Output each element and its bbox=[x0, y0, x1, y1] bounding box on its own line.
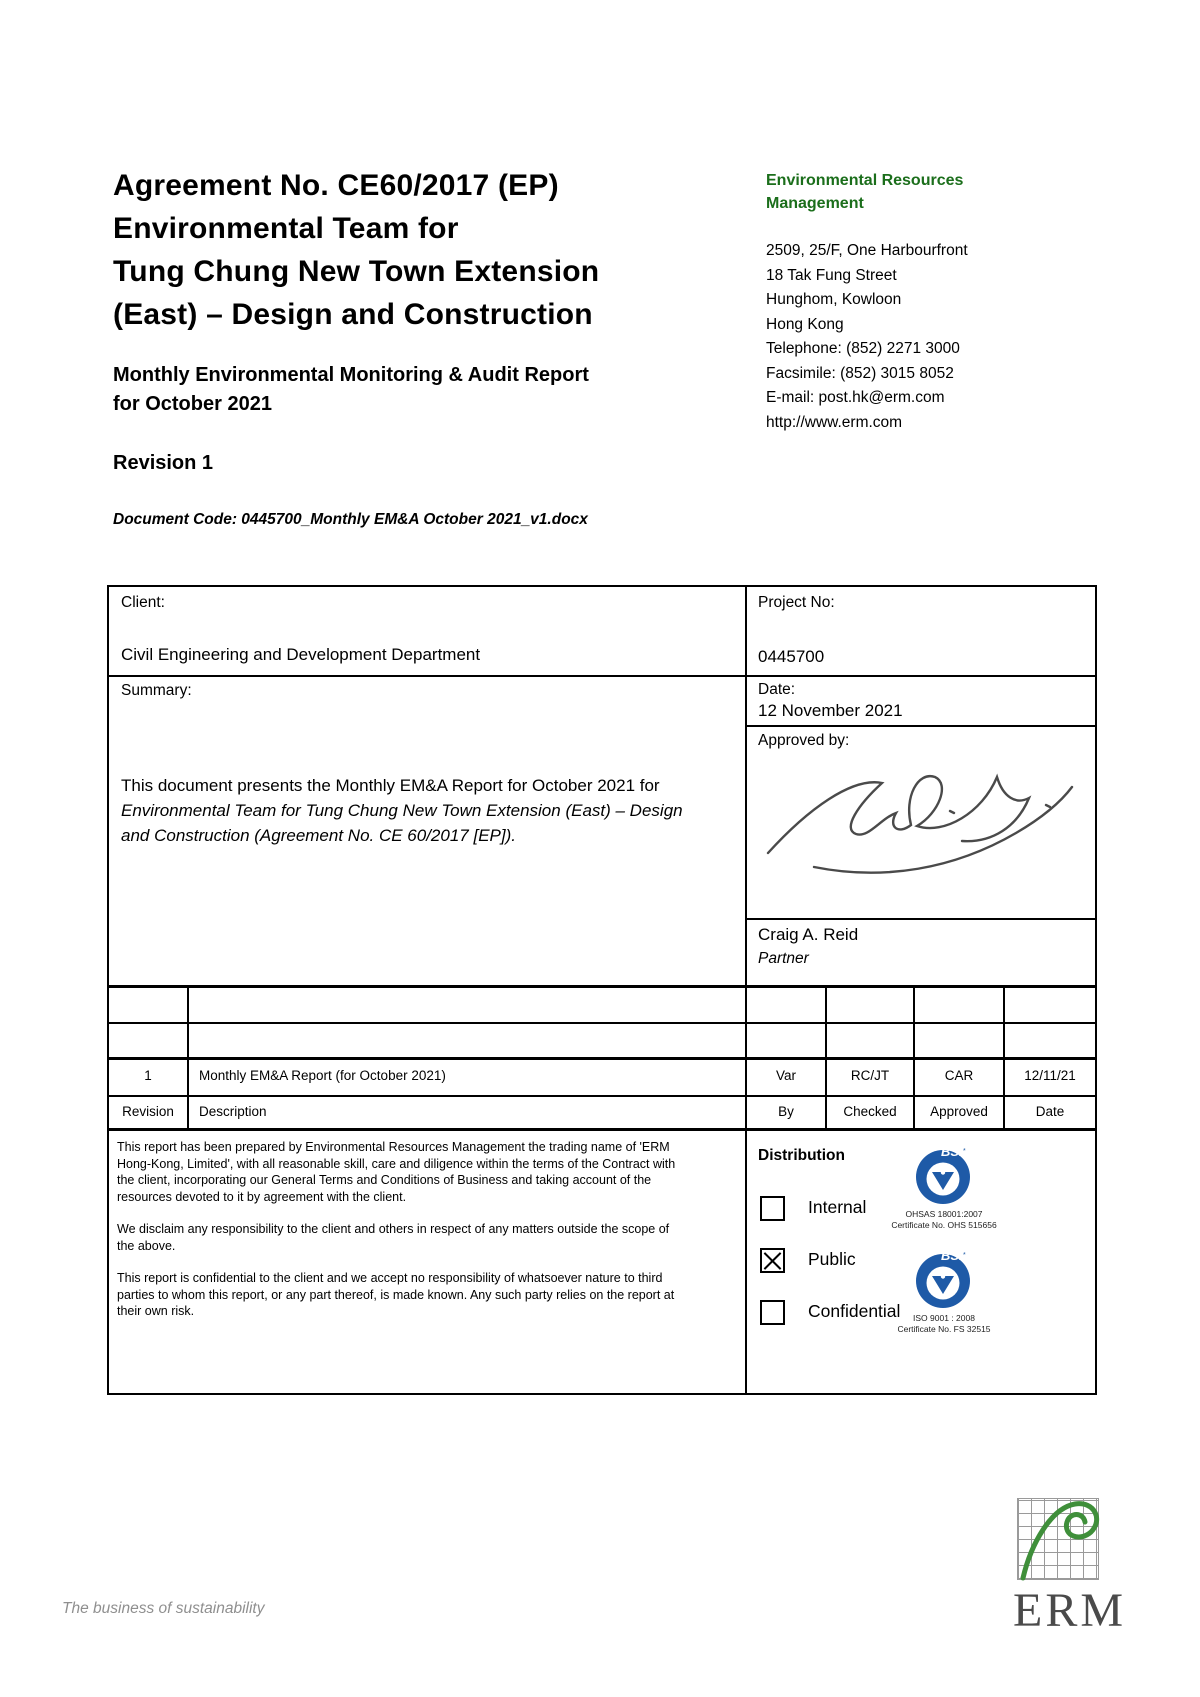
by-header: By bbox=[778, 1104, 794, 1119]
tagline: The business of sustainability bbox=[62, 1600, 265, 1617]
bsi-caption-2 bbox=[879, 1313, 1009, 1334]
project-no-value: 0445700 bbox=[758, 647, 825, 666]
company-name-line-2: Management bbox=[766, 195, 864, 212]
disclaimer-paragraph-1: This report has been prepared by Environmental Resources Management the trading name of 'ERM Hong-Kong, Limited', with all reasonable skill, care and diligence within the terms of the Contract with the client, incorporating our General Terms and Conditions of Business and taking account of the resources devoted to it by agreement with the client. bbox=[117, 1140, 676, 1204]
checkbox-public-label: Public bbox=[808, 1249, 856, 1269]
checked-header: Checked bbox=[843, 1104, 897, 1119]
address-line: E-mail: post.hk@erm.com bbox=[766, 389, 945, 406]
summary-italic-part: Environmental Team for Tung Chung New Town Extension (East) – Design and Construction (Agreement No. CE 60/2017 [EP]). bbox=[121, 801, 683, 845]
svg-text:*: * bbox=[963, 1148, 966, 1155]
cover-info-table bbox=[107, 585, 1097, 1395]
revision-label: Revision 1 bbox=[113, 452, 214, 474]
date-cell-divider bbox=[745, 725, 1095, 727]
bsi-caption-2-certificate: Certificate No. FS 32515 bbox=[897, 1323, 991, 1334]
summary-label: Summary: bbox=[121, 682, 192, 699]
address-line: Telephone: (852) 2271 3000 bbox=[766, 340, 960, 357]
disclaimer-text bbox=[117, 1139, 687, 1336]
approved-cell: CAR bbox=[944, 1068, 974, 1083]
signature-cell-divider bbox=[745, 918, 1095, 920]
checkbox-confidential-label: Confidential bbox=[808, 1301, 901, 1321]
approver-title: Partner bbox=[758, 950, 809, 967]
company-name bbox=[766, 169, 963, 215]
description-header: Description bbox=[199, 1104, 267, 1119]
by-cell: Var bbox=[775, 1068, 796, 1083]
title-line-2: Environmental Team for bbox=[113, 212, 459, 245]
address-line: 18 Tak Fung Street bbox=[766, 266, 897, 284]
disclaimer-paragraph-3: This report is confidential to the client and we accept no responsibility of whatsoever nature to third parties to whom this report, or any part thereof, is made known. Any such party relies on the report at their own risk. bbox=[117, 1271, 675, 1318]
summary-text bbox=[121, 773, 699, 848]
address-line: Hong Kong bbox=[766, 315, 844, 333]
date-cell: 12/11/21 bbox=[1024, 1068, 1076, 1083]
document-code: Document Code: 0445700_Monthly EM&A October 2021_v1.docx bbox=[113, 511, 588, 528]
revision-cell: 1 bbox=[144, 1068, 152, 1083]
erm-logo-text: ERM bbox=[1013, 1584, 1127, 1637]
description-cell: Monthly EM&A Report (for October 2021) bbox=[199, 1068, 446, 1083]
summary-plain-part: This document presents the Monthly EM&A Report for October 2021 for bbox=[121, 776, 660, 795]
revision-row-divider-3 bbox=[109, 1095, 1095, 1097]
company-address bbox=[766, 239, 968, 435]
address-line: Hunghom, Kowloon bbox=[766, 291, 902, 308]
page-title bbox=[113, 164, 599, 336]
checkbox-internal-label: Internal bbox=[808, 1197, 867, 1217]
project-no-label: Project No: bbox=[758, 594, 835, 611]
checkbox-public[interactable] bbox=[760, 1248, 785, 1273]
bsi-caption-1 bbox=[879, 1209, 1009, 1230]
bsi-caption-2-standard: ISO 9001 : 2008 bbox=[913, 1313, 975, 1323]
client-row-divider bbox=[109, 675, 1095, 677]
signature-image bbox=[754, 747, 1092, 915]
company-name-line-1: Environmental Resources bbox=[766, 172, 964, 189]
title-line-4: (East) – Design and Construction bbox=[113, 298, 593, 331]
client-label: Client: bbox=[121, 594, 165, 611]
revision-table-top-border bbox=[109, 985, 1095, 988]
bsi-certification-badge-1 bbox=[911, 1141, 975, 1207]
revision-col-divider bbox=[187, 988, 189, 1128]
address-line: 2509, 25/F, One Harbourfront bbox=[766, 242, 968, 259]
revision-row-divider-2 bbox=[109, 1057, 1095, 1060]
date-header: Date bbox=[1035, 1104, 1065, 1119]
svg-text:*: * bbox=[963, 1252, 966, 1259]
report-subtitle bbox=[113, 361, 589, 419]
date-value: 12 November 2021 bbox=[758, 701, 903, 720]
disclaimer-paragraph-2: We disclaim any responsibility to the client and others in respect of any matters outside the scope of the above. bbox=[117, 1222, 670, 1253]
subtitle-line-2: for October 2021 bbox=[113, 393, 272, 415]
company-website: http://www.erm.com bbox=[766, 413, 903, 431]
table-main-vertical-divider bbox=[745, 587, 747, 1393]
revision-header: Revision bbox=[122, 1104, 174, 1119]
approved-header: Approved bbox=[930, 1104, 988, 1119]
svg-text:BSI: BSI bbox=[941, 1248, 963, 1263]
distribution-label: Distribution bbox=[758, 1147, 845, 1164]
revision-table-bottom-border bbox=[109, 1128, 1095, 1131]
checked-cell: RC/JT bbox=[850, 1068, 890, 1083]
erm-logo-spiral bbox=[1017, 1486, 1109, 1582]
title-line-3: Tung Chung New Town Extension bbox=[113, 255, 600, 288]
bsi-caption-1-certificate: Certificate No. OHS 515656 bbox=[891, 1219, 997, 1230]
bsi-caption-1-standard: OHSAS 18001:2007 bbox=[905, 1209, 983, 1219]
date-label: Date: bbox=[758, 681, 796, 698]
address-line: Facsimile: (852) 3015 8052 bbox=[766, 364, 954, 382]
checkbox-confidential[interactable] bbox=[760, 1300, 785, 1325]
checkbox-internal[interactable] bbox=[760, 1196, 785, 1221]
approved-by-label: Approved by: bbox=[758, 732, 850, 749]
subtitle-line-1: Monthly Environmental Monitoring & Audit Report bbox=[113, 364, 589, 386]
svg-text:BSI: BSI bbox=[941, 1144, 963, 1159]
revision-row-divider-1 bbox=[109, 1022, 1095, 1024]
client-value: Civil Engineering and Development Department bbox=[121, 645, 481, 664]
approver-name: Craig A. Reid bbox=[758, 925, 859, 944]
bsi-certification-badge-2 bbox=[911, 1245, 975, 1311]
title-line-1: Agreement No. CE60/2017 (EP) bbox=[113, 169, 559, 202]
